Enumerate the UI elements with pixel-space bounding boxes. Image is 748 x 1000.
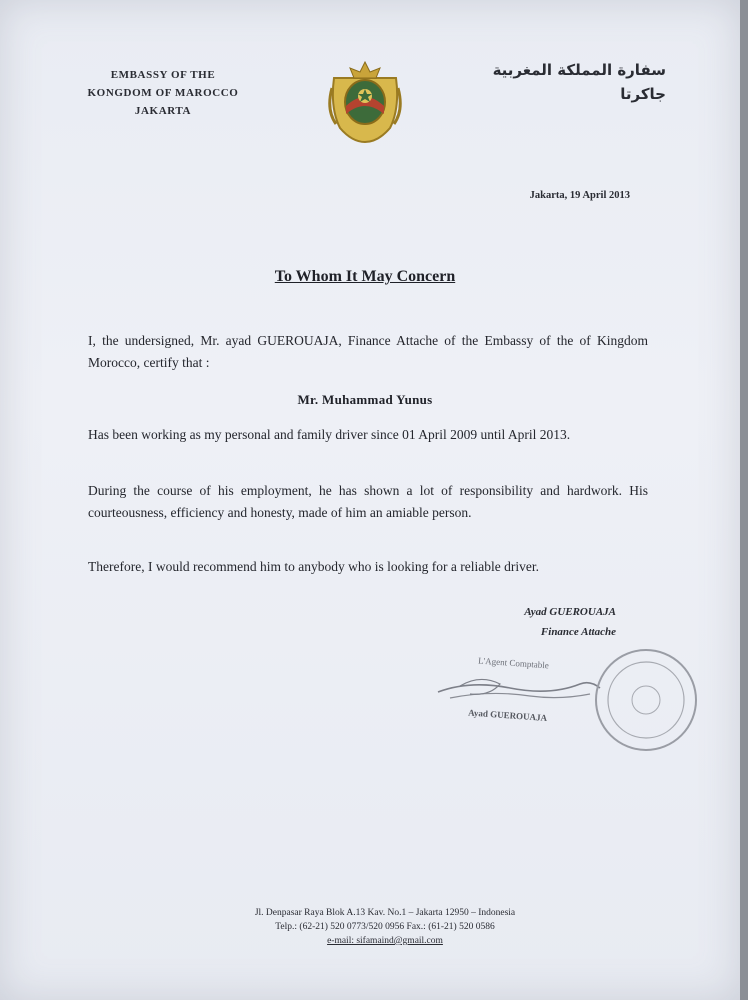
handwritten-signature bbox=[430, 666, 610, 716]
embassy-header-english bbox=[58, 66, 268, 120]
moroccan-coat-of-arms-icon bbox=[326, 58, 404, 144]
embassy-line-3: JAKARTA bbox=[134, 105, 192, 117]
recommendation-paragraph: Therefore, I would recommend him to anybody who is looking for a reliable driver. bbox=[88, 559, 539, 574]
embassy-line-2: KONGDOM OF MAROCCO bbox=[87, 87, 239, 99]
stamp-role: L'Agent Comptable bbox=[477, 655, 550, 671]
conduct-paragraph: During the course of his employment, he has shown a lot of responsibility and hardwork. His courteousness, efficiency and honesty, made of him an amiable person. bbox=[88, 483, 648, 520]
signatory-name: Ayad GUEROUAJA bbox=[524, 606, 616, 618]
employment-paragraph: Has been working as my personal and family driver since 01 April 2009 until April 2013. bbox=[88, 427, 571, 442]
signatory-title: Finance Attache bbox=[540, 626, 616, 638]
footer-address: Jl. Denpasar Raya Blok A.13 Kav. No.1 – Jakarta 12950 – Indonesia bbox=[254, 908, 516, 918]
arabic-line-2: جاكرتا bbox=[620, 85, 666, 103]
intro-paragraph: I, the undersigned, Mr. ayad GUEROUAJA, Finance Attache of the Embassy of the of Kingdom Morocco, certify that : bbox=[88, 333, 648, 370]
embassy-header-arabic bbox=[486, 58, 666, 106]
arabic-line-1: سفارة المملكة المغربية bbox=[492, 61, 666, 79]
embassy-line-1: EMBASSY OF THE bbox=[110, 69, 216, 81]
letter-footer bbox=[150, 906, 620, 948]
footer-email-link[interactable]: e-mail: sifamaind@gmail.com bbox=[327, 936, 443, 946]
letter-title: To Whom It May Concern bbox=[274, 268, 456, 285]
footer-phone: Telp.: (62-21) 520 0773/520 0956 Fax.: (61-21) 520 0586 bbox=[275, 922, 495, 932]
employee-name: Mr. Muhammad Yunus bbox=[297, 392, 433, 407]
official-seal-stamp bbox=[590, 644, 702, 756]
letter-date: Jakarta, 19 April 2013 bbox=[529, 190, 630, 201]
stamp-name: Ayad GUEROUAJA bbox=[467, 707, 548, 723]
